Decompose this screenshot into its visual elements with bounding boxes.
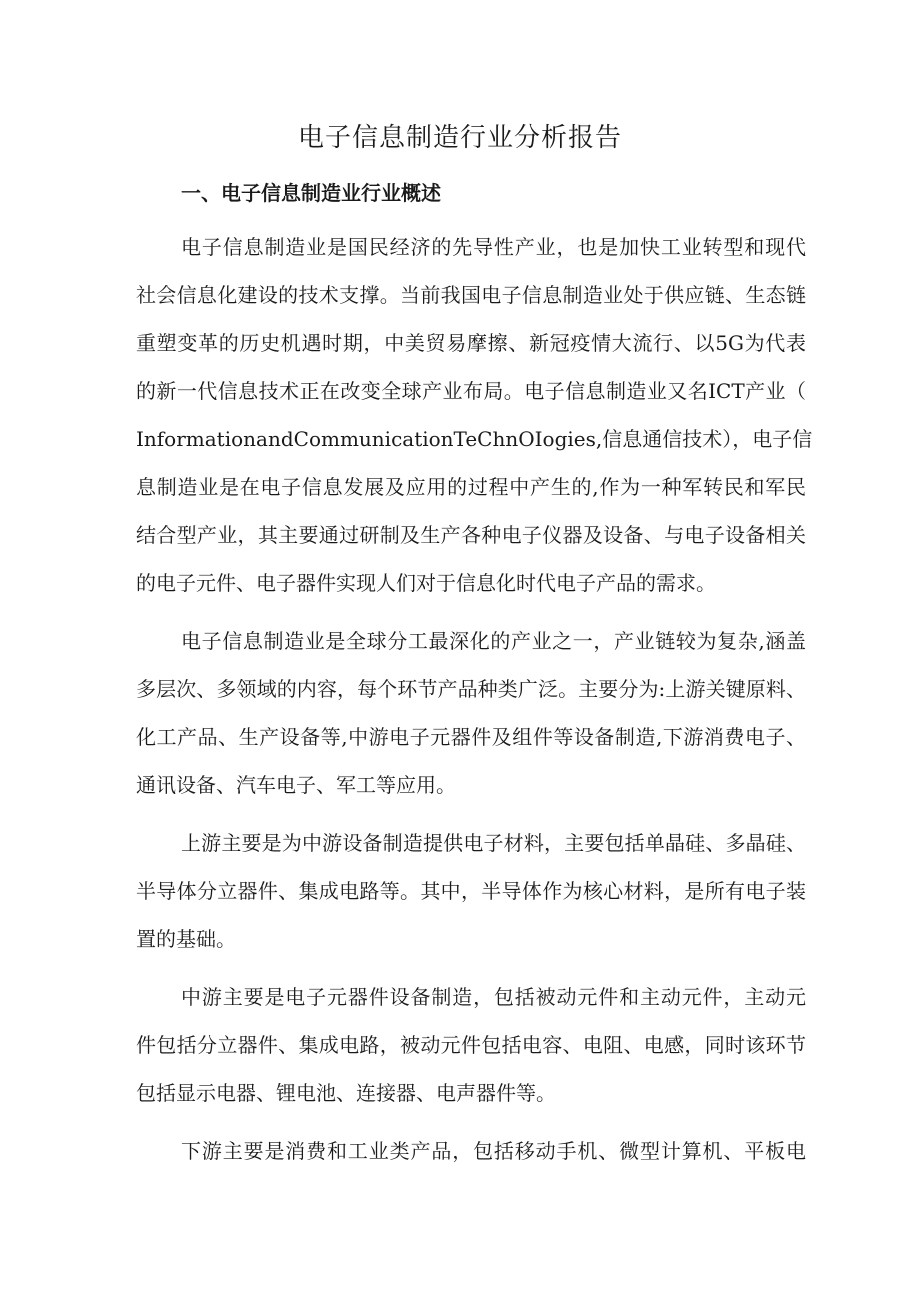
paragraph-line: 社会信息化建设的技术支撑。当前我国电子信息制造业处于供应链、生态链 (136, 283, 806, 307)
paragraph-line: 件包括分立器件、集成电路，被动元件包括电容、电阻、电感，同时该环节 (136, 1033, 806, 1057)
paragraph-line: 中游主要是电子元器件设备制造，包括被动元件和主动元件，主动元 (181, 985, 806, 1009)
paragraph-line: 包括显示电器、锂电池、连接器、电声器件等。 (136, 1081, 556, 1105)
paragraph-line: 的新一代信息技术正在改变全球产业布局。电子信息制造业又名ICT产业（ (136, 379, 806, 403)
paragraph-line: 多层次、多领域的内容，每个环节产品种类广泛。主要分为:上游关键原料、 (136, 677, 806, 701)
section-heading: 一、电子信息制造业行业概述 (181, 181, 441, 205)
paragraph-line: 通讯设备、汽车电子、军工等应用。 (136, 773, 456, 797)
paragraph-line: 电子信息制造业是全球分工最深化的产业之一，产业链较为复杂,涵盖 (181, 629, 806, 653)
paragraph-line: 半导体分立器件、集成电路等。其中，半导体作为核心材料，是所有电子装 (136, 879, 806, 903)
paragraph-line: 重塑变革的历史机遇时期，中美贸易摩擦、新冠疫情大流行、以5G为代表 (136, 331, 806, 355)
paragraph-line: 下游主要是消费和工业类产品，包括移动手机、微型计算机、平板电 (181, 1139, 806, 1163)
paragraph-line: 的电子元件、电子器件实现人们对于信息化时代电子产品的需求。 (136, 571, 716, 595)
paragraph-line: 置的基础。 (136, 927, 236, 951)
paragraph-line: InformationandCommunicationTeChnOIogies,信息通信技术），电子信 (136, 427, 813, 451)
paragraph-line: 电子信息制造业是国民经济的先导性产业，也是加快工业转型和现代 (181, 235, 806, 259)
page-title: 电子信息制造行业分析报告 (297, 123, 622, 153)
paragraph-line: 结合型产业，其主要通过研制及生产各种电子仪器及设备、与电子设备相关 (136, 523, 806, 547)
paragraph-line: 化工产品、生产设备等,中游电子元器件及组件等设备制造,下游消费电子、 (136, 725, 806, 749)
paragraph-line: 上游主要是为中游设备制造提供电子材料，主要包括单晶硅、多晶硅、 (181, 831, 806, 855)
paragraph-line: 息制造业是在电子信息发展及应用的过程中产生的,作为一种军转民和军民 (136, 475, 806, 499)
